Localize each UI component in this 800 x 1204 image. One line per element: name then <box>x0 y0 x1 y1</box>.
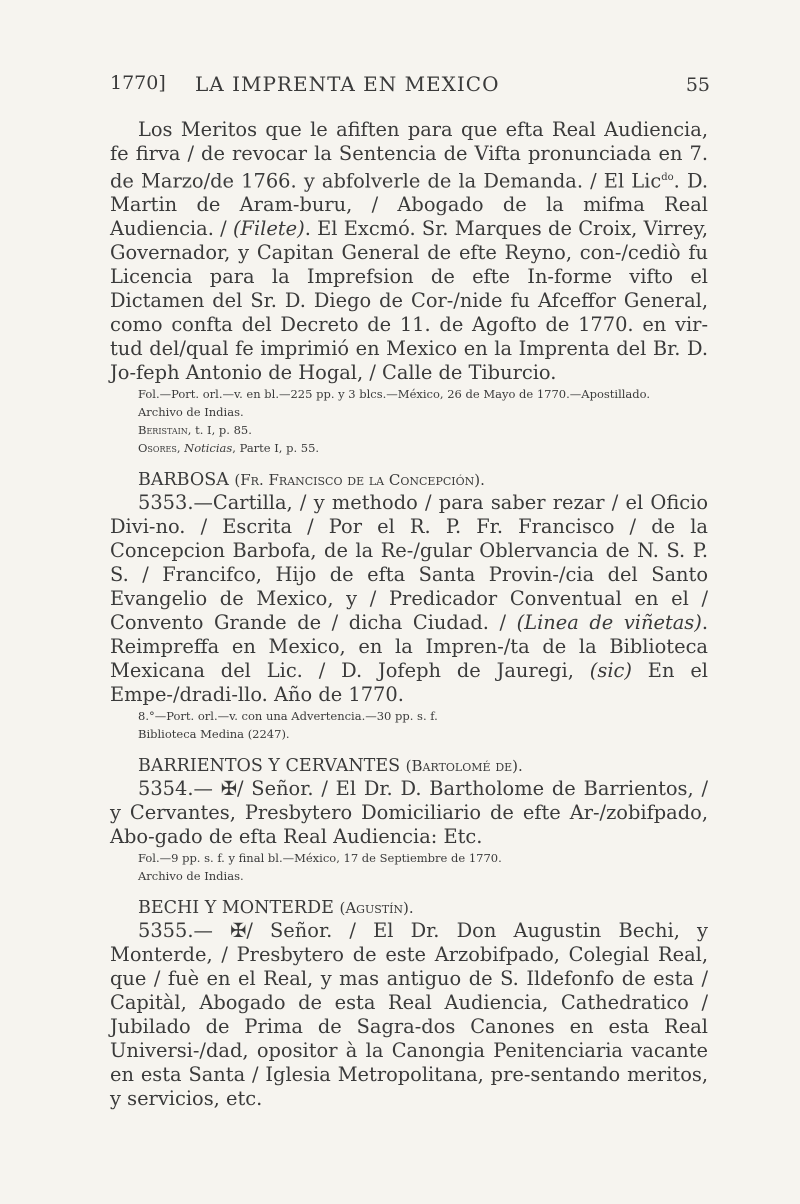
entry-note: Archivo de Indias. <box>138 869 244 884</box>
cross-icon: ✠ <box>220 777 237 801</box>
entry-text: 5355.— ✠/ Señor. / El Dr. Don Augustin Bechi, y Monterde, / Presbytero de este Arzobifpado, Colegial Real, que / fuè en el Real, y mas antiguo de S. Ildefonfo de esta / Capitàl, Abogado de esta Real Audiencia, Cathedratico / Jubilado de Prima de Sagra-dos Canones en esta Real Universi-/dad, opositor à la Canongia Penitenciaria vacante en esta Santa / Iglesia Metropolitana, pre-sentando meritos, y servicios, etc. <box>110 919 709 1111</box>
entry-ref: Osores, Noticias, Parte I, p. 55. <box>138 441 320 456</box>
cross-icon: ✠ <box>230 919 247 943</box>
entry-text: 5353.—Cartilla, / y methodo / para saber rezar / el Oficio Divi-no. / Escrita / Por el R. P. Fr. Francisco / de la Concepcion Barbofa, de la Re-/gular Oblervancia de N. S. P. S. / Francifco, Hijo de efta Santa Provin-/cia del Santo Evangelio de Mexico, y / Predicador Conventual en el / Convento Grande de / dicha Ciudad. / (Linea de viñetas). Reimpreffa en Mexico, en la Impren-/ta de la Biblioteca Mexicana del Lic. / D. Jofeph de Jauregi, (sic) En el Empe-/dradi-llo. Año de 1770. <box>110 491 709 707</box>
entry-text: 5354.— ✠/ Señor. / El Dr. D. Bartholome de Barrientos, / y Cervantes, Presbytero Domiciliario de efte Ar-/zobifpado, Abo-gado de efta Real Audiencia: Etc. <box>110 777 708 849</box>
header-title: LA IMPRENTA EN MEXICO <box>195 72 500 96</box>
entry-note: 8.°—Port. orl.—v. con una Advertencia.—30 pp. s. f. <box>138 709 438 724</box>
entry-heading: BECHI Y MONTERDE (Agustín). <box>138 898 414 919</box>
entry-text: Los Meritos que le afiften para que efta Real Audiencia, fe firva / de revocar la Sentencia de Vifta pronunciada en 7. de Marzo/de 1766. y abfolverle de la Demanda. / El Lic$^{do}$. D. Martin de Aram-buru, / Abogado de la mifma Real Audiencia. / (Filete). El Excmó. Sr. Marques de Croix, Virrey, Governador, y Capitan General de efte Reyno, con-/cediò fu Licencia para la Imprefsion de efte In-forme vifto el Dictamen del Sr. D. Diego de Cor-/nide fu Afceffor General, como confta del Decreto de 11. de Agofto de 1770. en vir-tud del/qual fe imprimió en Mexico en la Imprenta del Br. D. Jo-feph Antonio de Hogal, / Calle de Tiburcio. <box>110 118 708 385</box>
entry-note: Archivo de Indias. <box>138 405 244 420</box>
running-header <box>110 72 710 112</box>
page-body <box>110 118 708 1111</box>
page-number: 55 <box>685 74 710 96</box>
entry-ref: Beristain, t. I, p. 85. <box>138 423 252 438</box>
header-year: 1770] <box>110 72 166 94</box>
entry-note: Fol.—9 pp. s. f. y final bl.—México, 17 de Septiembre de 1770. <box>138 851 502 866</box>
entry-note: Fol.—Port. orl.—v. en bl.—225 pp. y 3 blcs.—México, 26 de Mayo de 1770.—Apostillado. <box>138 387 651 402</box>
entry-note: Biblioteca Medina (2247). <box>138 727 290 742</box>
entry-heading: BARRIENTOS Y CERVANTES (Bartolomé de). <box>138 756 523 777</box>
entry-heading: BARBOSA (Fr. Francisco de la Concepción). <box>138 470 485 491</box>
